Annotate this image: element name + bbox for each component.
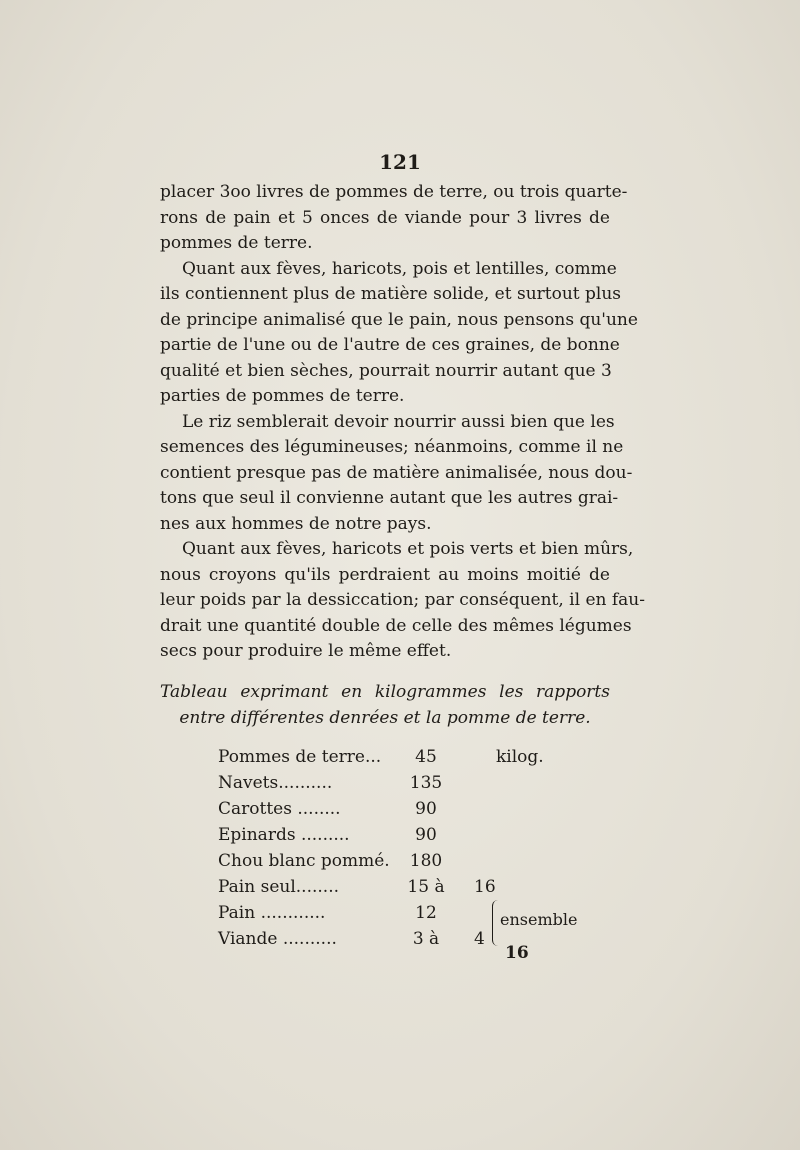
text-line: Quant aux fèves, haricots et pois verts et bien mûrs, xyxy=(182,539,634,559)
row-label: Chou blanc pommé. xyxy=(218,851,390,871)
text-line: contient presque pas de matière animalisée, nous dou- xyxy=(160,462,633,483)
row-label: Pain seul........ xyxy=(218,877,340,897)
text-line: partie de l'une ou de l'autre de ces graines, de bonne xyxy=(160,335,620,355)
table-row xyxy=(218,848,598,874)
table-row xyxy=(218,822,598,848)
row-value: 15 à xyxy=(407,877,445,897)
row-value-max: 16 xyxy=(474,877,496,897)
row-value: 3 à xyxy=(412,929,440,949)
row-value: 90 xyxy=(415,799,437,819)
body-text xyxy=(160,180,645,665)
row-label: Pommes de terre... xyxy=(218,747,382,767)
text-line: drait une quantité double de celle des mêmes légumes xyxy=(160,615,632,636)
text-line: Quant aux fèves, haricots, pois et lentilles, comme xyxy=(182,258,617,279)
signature-mark: 16 xyxy=(505,943,529,963)
row-value: 180 xyxy=(409,851,443,871)
table-row xyxy=(218,744,598,770)
table-row xyxy=(218,770,598,796)
table-row xyxy=(218,926,598,952)
text-line: Le riz semblerait devoir nourrir aussi bien que les xyxy=(182,411,615,432)
text-line: secs pour produire le même effet. xyxy=(160,641,452,661)
row-value: 90 xyxy=(415,825,437,845)
row-label: Epinards ......... xyxy=(218,825,350,845)
table-row xyxy=(218,874,598,900)
row-value: 12 xyxy=(415,903,437,923)
unit-label: kilog. xyxy=(496,747,544,767)
page-number: 121 xyxy=(379,150,421,174)
text-line: de principe animalisé que le pain, nous pensons qu'une xyxy=(160,309,638,330)
row-label: Pain ............ xyxy=(218,903,326,923)
text-line: semences des légumineuses; néanmoins, comme il ne xyxy=(160,437,624,457)
caption-line: Tableau exprimant en kilogrammes les rapports xyxy=(160,682,610,702)
text-line: nous croyons qu'ils perdraient au moins moitié de xyxy=(160,564,610,585)
text-line: qualité et bien sèches, pourrait nourrir autant que 3 xyxy=(160,360,612,381)
row-label: Carottes ........ xyxy=(218,799,341,819)
row-value: 45 xyxy=(415,747,437,767)
text-line: rons de pain et 5 onces de viande pour 3 livres de xyxy=(160,207,610,228)
text-line: nes aux hommes de notre pays. xyxy=(160,513,432,534)
text-line: ils contiennent plus de matière solide, et surtout plus xyxy=(160,284,622,304)
row-label: Navets.......... xyxy=(218,773,333,793)
ratio-table xyxy=(218,744,598,952)
table-row xyxy=(218,796,598,822)
row-value-max: 4 xyxy=(474,929,485,949)
text-line: leur poids par la dessiccation; par conséquent, il en fau- xyxy=(160,590,645,610)
text-line: parties de pommes de terre. xyxy=(160,386,405,406)
text-line: pommes de terre. xyxy=(160,233,313,253)
caption-line: entre différentes denrées et la pomme de terre. xyxy=(179,707,591,728)
table-caption xyxy=(160,680,610,731)
text-line: placer 3oo livres de pommes de terre, ou trois quarte- xyxy=(160,182,628,202)
row-label: Viande .......... xyxy=(218,929,337,949)
text-line: tons que seul il convienne autant que les autres grai- xyxy=(160,488,619,508)
bracket-label: ensemble xyxy=(500,910,578,929)
row-value: 135 xyxy=(409,773,443,793)
